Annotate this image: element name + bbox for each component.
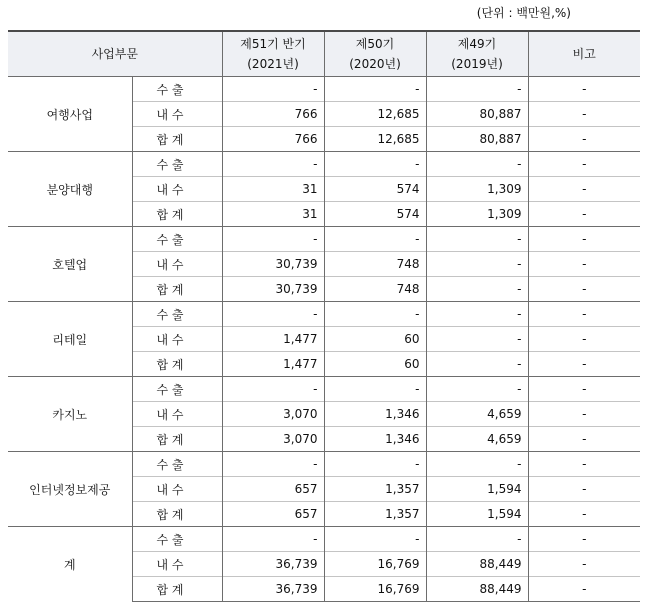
row-category: 내 수 [132, 402, 222, 427]
row-category: 합 계 [132, 577, 222, 602]
value-period-49: - [426, 377, 528, 402]
value-period-51: - [222, 377, 324, 402]
value-period-50: 60 [324, 327, 426, 352]
value-period-49: 88,449 [426, 552, 528, 577]
value-period-51: - [222, 527, 324, 552]
table-row [8, 152, 640, 177]
value-period-49: - [426, 302, 528, 327]
note-cell: - [528, 252, 640, 277]
value-period-50: 1,357 [324, 477, 426, 502]
note-cell: - [528, 427, 640, 452]
value-period-50: 1,346 [324, 402, 426, 427]
value-period-49: - [426, 352, 528, 377]
value-period-51: 31 [222, 202, 324, 227]
table-row [8, 302, 640, 327]
note-cell: - [528, 327, 640, 352]
value-period-49: 1,309 [426, 177, 528, 202]
value-period-50: 574 [324, 177, 426, 202]
value-period-51: 1,477 [222, 352, 324, 377]
value-period-50: - [324, 152, 426, 177]
value-period-51: - [222, 302, 324, 327]
note-cell: - [528, 527, 640, 552]
table-row [8, 77, 640, 102]
note-cell: - [528, 452, 640, 477]
value-period-49: - [426, 452, 528, 477]
header-period-51 [222, 31, 324, 77]
table-row [8, 227, 640, 252]
note-cell: - [528, 152, 640, 177]
value-period-50: 12,685 [324, 102, 426, 127]
row-category: 합 계 [132, 427, 222, 452]
value-period-49: - [426, 252, 528, 277]
row-category: 합 계 [132, 127, 222, 152]
value-period-51: 36,739 [222, 552, 324, 577]
value-period-51: 1,477 [222, 327, 324, 352]
header-period-50-name: 제50기 [355, 37, 395, 51]
value-period-51: - [222, 227, 324, 252]
note-cell: - [528, 552, 640, 577]
header-segment: 사업부문 [8, 31, 222, 77]
value-period-50: 60 [324, 352, 426, 377]
note-cell: - [528, 177, 640, 202]
value-period-50: - [324, 377, 426, 402]
row-category: 수 출 [132, 302, 222, 327]
value-period-51: 30,739 [222, 252, 324, 277]
unit-label: (단위 : 백만원,%) [476, 6, 571, 20]
segment-name: 카지노 [8, 377, 132, 452]
row-category: 합 계 [132, 502, 222, 527]
value-period-51: - [222, 452, 324, 477]
value-period-51: 3,070 [222, 402, 324, 427]
value-period-49: 88,449 [426, 577, 528, 602]
value-period-49: - [426, 527, 528, 552]
header-note: 비고 [528, 31, 640, 77]
row-category: 내 수 [132, 552, 222, 577]
segment-name: 분양대행 [8, 152, 132, 227]
segment-name: 계 [8, 527, 132, 602]
value-period-51: - [222, 152, 324, 177]
note-cell: - [528, 577, 640, 602]
value-period-50: 1,346 [324, 427, 426, 452]
row-category: 합 계 [132, 277, 222, 302]
note-cell: - [528, 377, 640, 402]
row-category: 합 계 [132, 202, 222, 227]
header-period-49-name: 제49기 [457, 37, 497, 51]
header-row [8, 31, 640, 77]
value-period-50: - [324, 452, 426, 477]
note-cell: - [528, 77, 640, 102]
header-period-50 [324, 31, 426, 77]
value-period-49: 80,887 [426, 127, 528, 152]
value-period-49: 1,594 [426, 477, 528, 502]
row-category: 내 수 [132, 252, 222, 277]
segment-name: 호텔업 [8, 227, 132, 302]
row-category: 수 출 [132, 152, 222, 177]
note-cell: - [528, 302, 640, 327]
table-row [8, 377, 640, 402]
value-period-50: 16,769 [324, 552, 426, 577]
note-cell: - [528, 202, 640, 227]
segment-name: 인터넷정보제공 [8, 452, 132, 527]
header-period-49-year: (2019년) [451, 57, 503, 71]
value-period-51: 30,739 [222, 277, 324, 302]
value-period-50: 12,685 [324, 127, 426, 152]
sales-table [8, 30, 640, 602]
row-category: 수 출 [132, 377, 222, 402]
value-period-49: - [426, 327, 528, 352]
value-period-50: - [324, 527, 426, 552]
value-period-49: 4,659 [426, 427, 528, 452]
segment-name: 리테일 [8, 302, 132, 377]
value-period-50: - [324, 77, 426, 102]
value-period-49: 1,594 [426, 502, 528, 527]
row-category: 수 출 [132, 527, 222, 552]
value-period-49: - [426, 227, 528, 252]
header-period-50-year: (2020년) [349, 57, 401, 71]
header-period-51-year: (2021년) [247, 57, 299, 71]
note-cell: - [528, 277, 640, 302]
value-period-50: 1,357 [324, 502, 426, 527]
value-period-50: 574 [324, 202, 426, 227]
value-period-51: 766 [222, 127, 324, 152]
note-cell: - [528, 227, 640, 252]
row-category: 수 출 [132, 227, 222, 252]
row-category: 내 수 [132, 327, 222, 352]
value-period-50: 748 [324, 252, 426, 277]
note-cell: - [528, 502, 640, 527]
value-period-49: - [426, 152, 528, 177]
header-period-49 [426, 31, 528, 77]
table-row [8, 527, 640, 552]
value-period-51: 3,070 [222, 427, 324, 452]
value-period-49: 4,659 [426, 402, 528, 427]
note-cell: - [528, 352, 640, 377]
value-period-51: 657 [222, 477, 324, 502]
row-category: 수 출 [132, 77, 222, 102]
value-period-49: 80,887 [426, 102, 528, 127]
value-period-51: 31 [222, 177, 324, 202]
value-period-50: - [324, 227, 426, 252]
value-period-49: 1,309 [426, 202, 528, 227]
value-period-49: - [426, 77, 528, 102]
note-cell: - [528, 477, 640, 502]
row-category: 내 수 [132, 102, 222, 127]
row-category: 내 수 [132, 477, 222, 502]
row-category: 수 출 [132, 452, 222, 477]
note-cell: - [528, 102, 640, 127]
note-cell: - [528, 402, 640, 427]
row-category: 합 계 [132, 352, 222, 377]
value-period-49: - [426, 277, 528, 302]
value-period-50: - [324, 302, 426, 327]
value-period-50: 748 [324, 277, 426, 302]
value-period-51: 657 [222, 502, 324, 527]
row-category: 내 수 [132, 177, 222, 202]
value-period-51: - [222, 77, 324, 102]
table-row [8, 452, 640, 477]
value-period-51: 766 [222, 102, 324, 127]
value-period-51: 36,739 [222, 577, 324, 602]
note-cell: - [528, 127, 640, 152]
header-period-51-name: 제51기 반기 [240, 37, 306, 51]
segment-name: 여행사업 [8, 77, 132, 152]
value-period-50: 16,769 [324, 577, 426, 602]
